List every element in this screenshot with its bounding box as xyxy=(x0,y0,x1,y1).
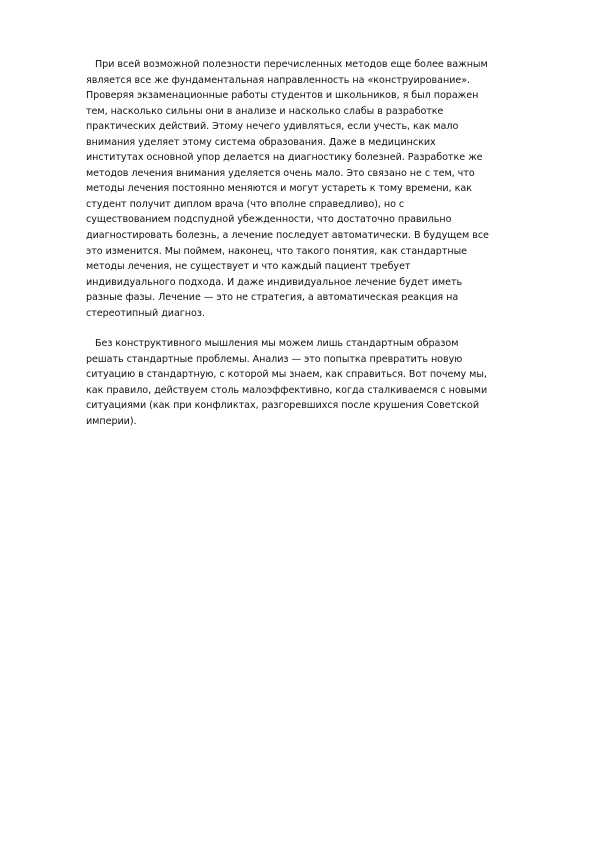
text-line: тем, насколько сильны они в анализе и насколько слабы в разработке xyxy=(86,105,444,117)
text-line: Проверяя экзаменационные работы студентов и школьников, я был поражен xyxy=(86,90,479,102)
text-line: это изменится. Мы поймем, наконец, что такого понятия, как стандартные xyxy=(86,245,467,257)
text-line: методы лечения постоянно меняются и могут устареть к тому времени, как xyxy=(86,183,472,195)
text-line: практических действий. Этому нечего удивляться, если учесть, как мало xyxy=(86,121,459,133)
text-line: решать стандартные проблемы. Анализ — это попытка превратить новую xyxy=(86,353,463,365)
text-line: ситуациями (как при конфликтах, разгоревшихся после крушения Советской xyxy=(86,400,480,412)
text-line: существованием подспудной убежденности, что достаточно правильно xyxy=(86,214,452,226)
text-line: студент получит диплом врача (что вполне справедливо), но с xyxy=(86,198,405,210)
text-line: индивидуального подхода. И даже индивидуальное лечение будет иметь xyxy=(86,276,463,288)
text-line: диагностировать болезнь, а лечение последует автоматически. В будущем все xyxy=(86,230,489,242)
text-line: Без конструктивного мышления мы можем лишь стандартным образом xyxy=(86,338,459,350)
body-text xyxy=(86,57,558,430)
text-line: разные фазы. Лечение — это не стратегия, а автоматическая реакция на xyxy=(86,292,459,304)
text-line: империи). xyxy=(86,416,137,428)
text-line: является все же фундаментальная направленность на «конструирование». xyxy=(86,74,471,86)
text-line: внимания уделяет этому система образования. Даже в медицинских xyxy=(86,136,436,148)
text-line: методов лечения внимания уделяется очень мало. Это связано не с тем, что xyxy=(86,167,475,179)
text-line: При всей возможной полезности перечисленных методов еще более важным xyxy=(86,59,488,70)
paragraph-spacer xyxy=(86,321,558,336)
text-line: стереотипный диагноз. xyxy=(86,307,205,319)
paragraph-1 xyxy=(86,57,558,321)
text-line: методы лечения, не существует и что каждый пациент требует xyxy=(86,261,411,273)
text-line: как правило, действуем столь малоэффективно, когда сталкиваемся с новыми xyxy=(86,384,488,396)
paragraph-2 xyxy=(86,336,558,429)
text-line: институтах основной упор делается на диагностику болезней. Разработке же xyxy=(86,152,483,164)
text-line: ситуацию в стандартную, с которой мы знаем, как справиться. Вот почему мы, xyxy=(86,369,487,381)
